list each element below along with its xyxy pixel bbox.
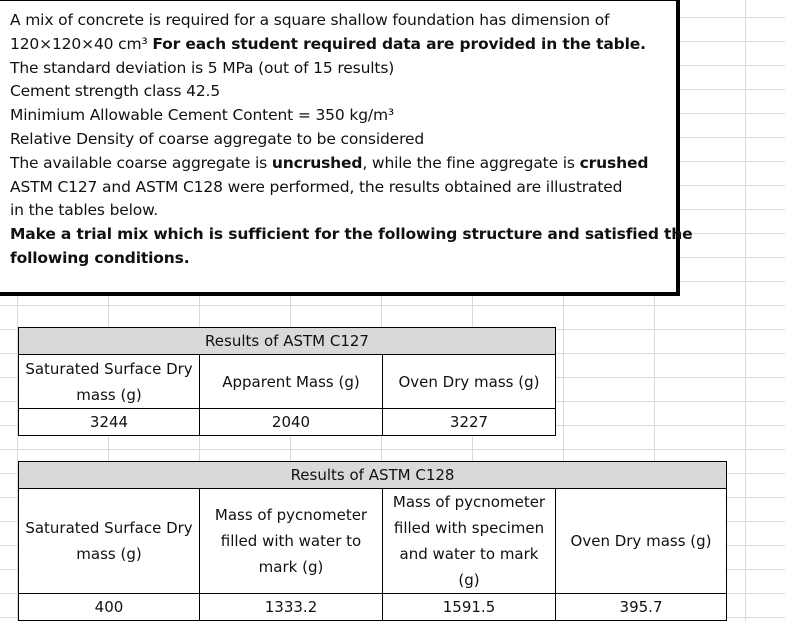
problem-line-7 (10, 152, 668, 176)
header-cell-ssd-mass[interactable]: Saturated Surface Dry mass (g) (19, 355, 200, 409)
header-cell-oven-dry-mass[interactable]: Oven Dry mass (g) (383, 355, 556, 409)
text: in the tables below. (10, 201, 159, 220)
problem-line-8 (10, 176, 668, 200)
problem-statement-textbox (0, 0, 693, 296)
problem-line-6 (10, 128, 668, 152)
text: The available coarse aggregate is (10, 153, 272, 172)
problem-line-10 (10, 223, 693, 247)
text: 120×120×40 cm³ (10, 34, 153, 53)
problem-line-5 (10, 104, 668, 128)
value-cell-ssd-mass[interactable]: 400 (19, 594, 200, 621)
bold-text: following conditions. (10, 248, 190, 267)
header-cell-oven-dry-mass[interactable]: Oven Dry mass (g) (556, 489, 727, 594)
header-cell-ssd-mass[interactable]: Saturated Surface Dry mass (g) (19, 489, 200, 594)
value-cell-ssd-mass[interactable]: 3244 (19, 409, 200, 436)
bold-text: For each student required data are provided in the table. (152, 34, 646, 53)
table-title: Results of ASTM C128 (19, 462, 727, 489)
astm-c127-table (18, 327, 556, 436)
problem-line-1 (10, 9, 668, 33)
problem-line-9 (10, 199, 668, 223)
value-cell-apparent-mass[interactable]: 2040 (200, 409, 383, 436)
text: , while the fine aggregate is (362, 153, 580, 172)
text: ASTM C127 and ASTM C128 were performed, the results obtained are illustrated (10, 177, 623, 196)
value-cell-oven-dry-mass[interactable]: 395.7 (556, 594, 727, 621)
text: A mix of concrete is required for a square shallow foundation has dimension of (10, 11, 610, 29)
header-cell-pycnometer-specimen-water[interactable]: Mass of pycnometer filled with specimen and water to mark (g) (383, 489, 556, 594)
header-cell-pycnometer-water[interactable]: Mass of pycnometer filled with water to mark (g) (200, 489, 383, 594)
value-cell-pycnometer-specimen-water[interactable]: 1591.5 (383, 594, 556, 621)
text: The standard deviation is 5 MPa (out of 15 results) (10, 58, 395, 77)
problem-line-2 (10, 33, 668, 57)
problem-line-11 (10, 247, 668, 271)
bold-text: uncrushed (271, 153, 363, 172)
bold-text: crushed (579, 153, 649, 172)
header-cell-apparent-mass[interactable]: Apparent Mass (g) (200, 355, 383, 409)
problem-line-3 (10, 57, 668, 81)
value-cell-pycnometer-water[interactable]: 1333.2 (200, 594, 383, 621)
table-title: Results of ASTM C127 (19, 328, 556, 355)
text: Minimium Allowable Cement Content = 350 kg/m³ (10, 106, 394, 125)
astm-c128-table (18, 461, 727, 621)
problem-line-4 (10, 80, 668, 104)
value-cell-oven-dry-mass[interactable]: 3227 (383, 409, 556, 436)
text: Cement strength class 42.5 (10, 82, 221, 101)
text: Relative Density of coarse aggregate to be considered (10, 129, 425, 148)
bold-text: Make a trial mix which is sufficient for the following structure and satisfied the (10, 225, 693, 244)
